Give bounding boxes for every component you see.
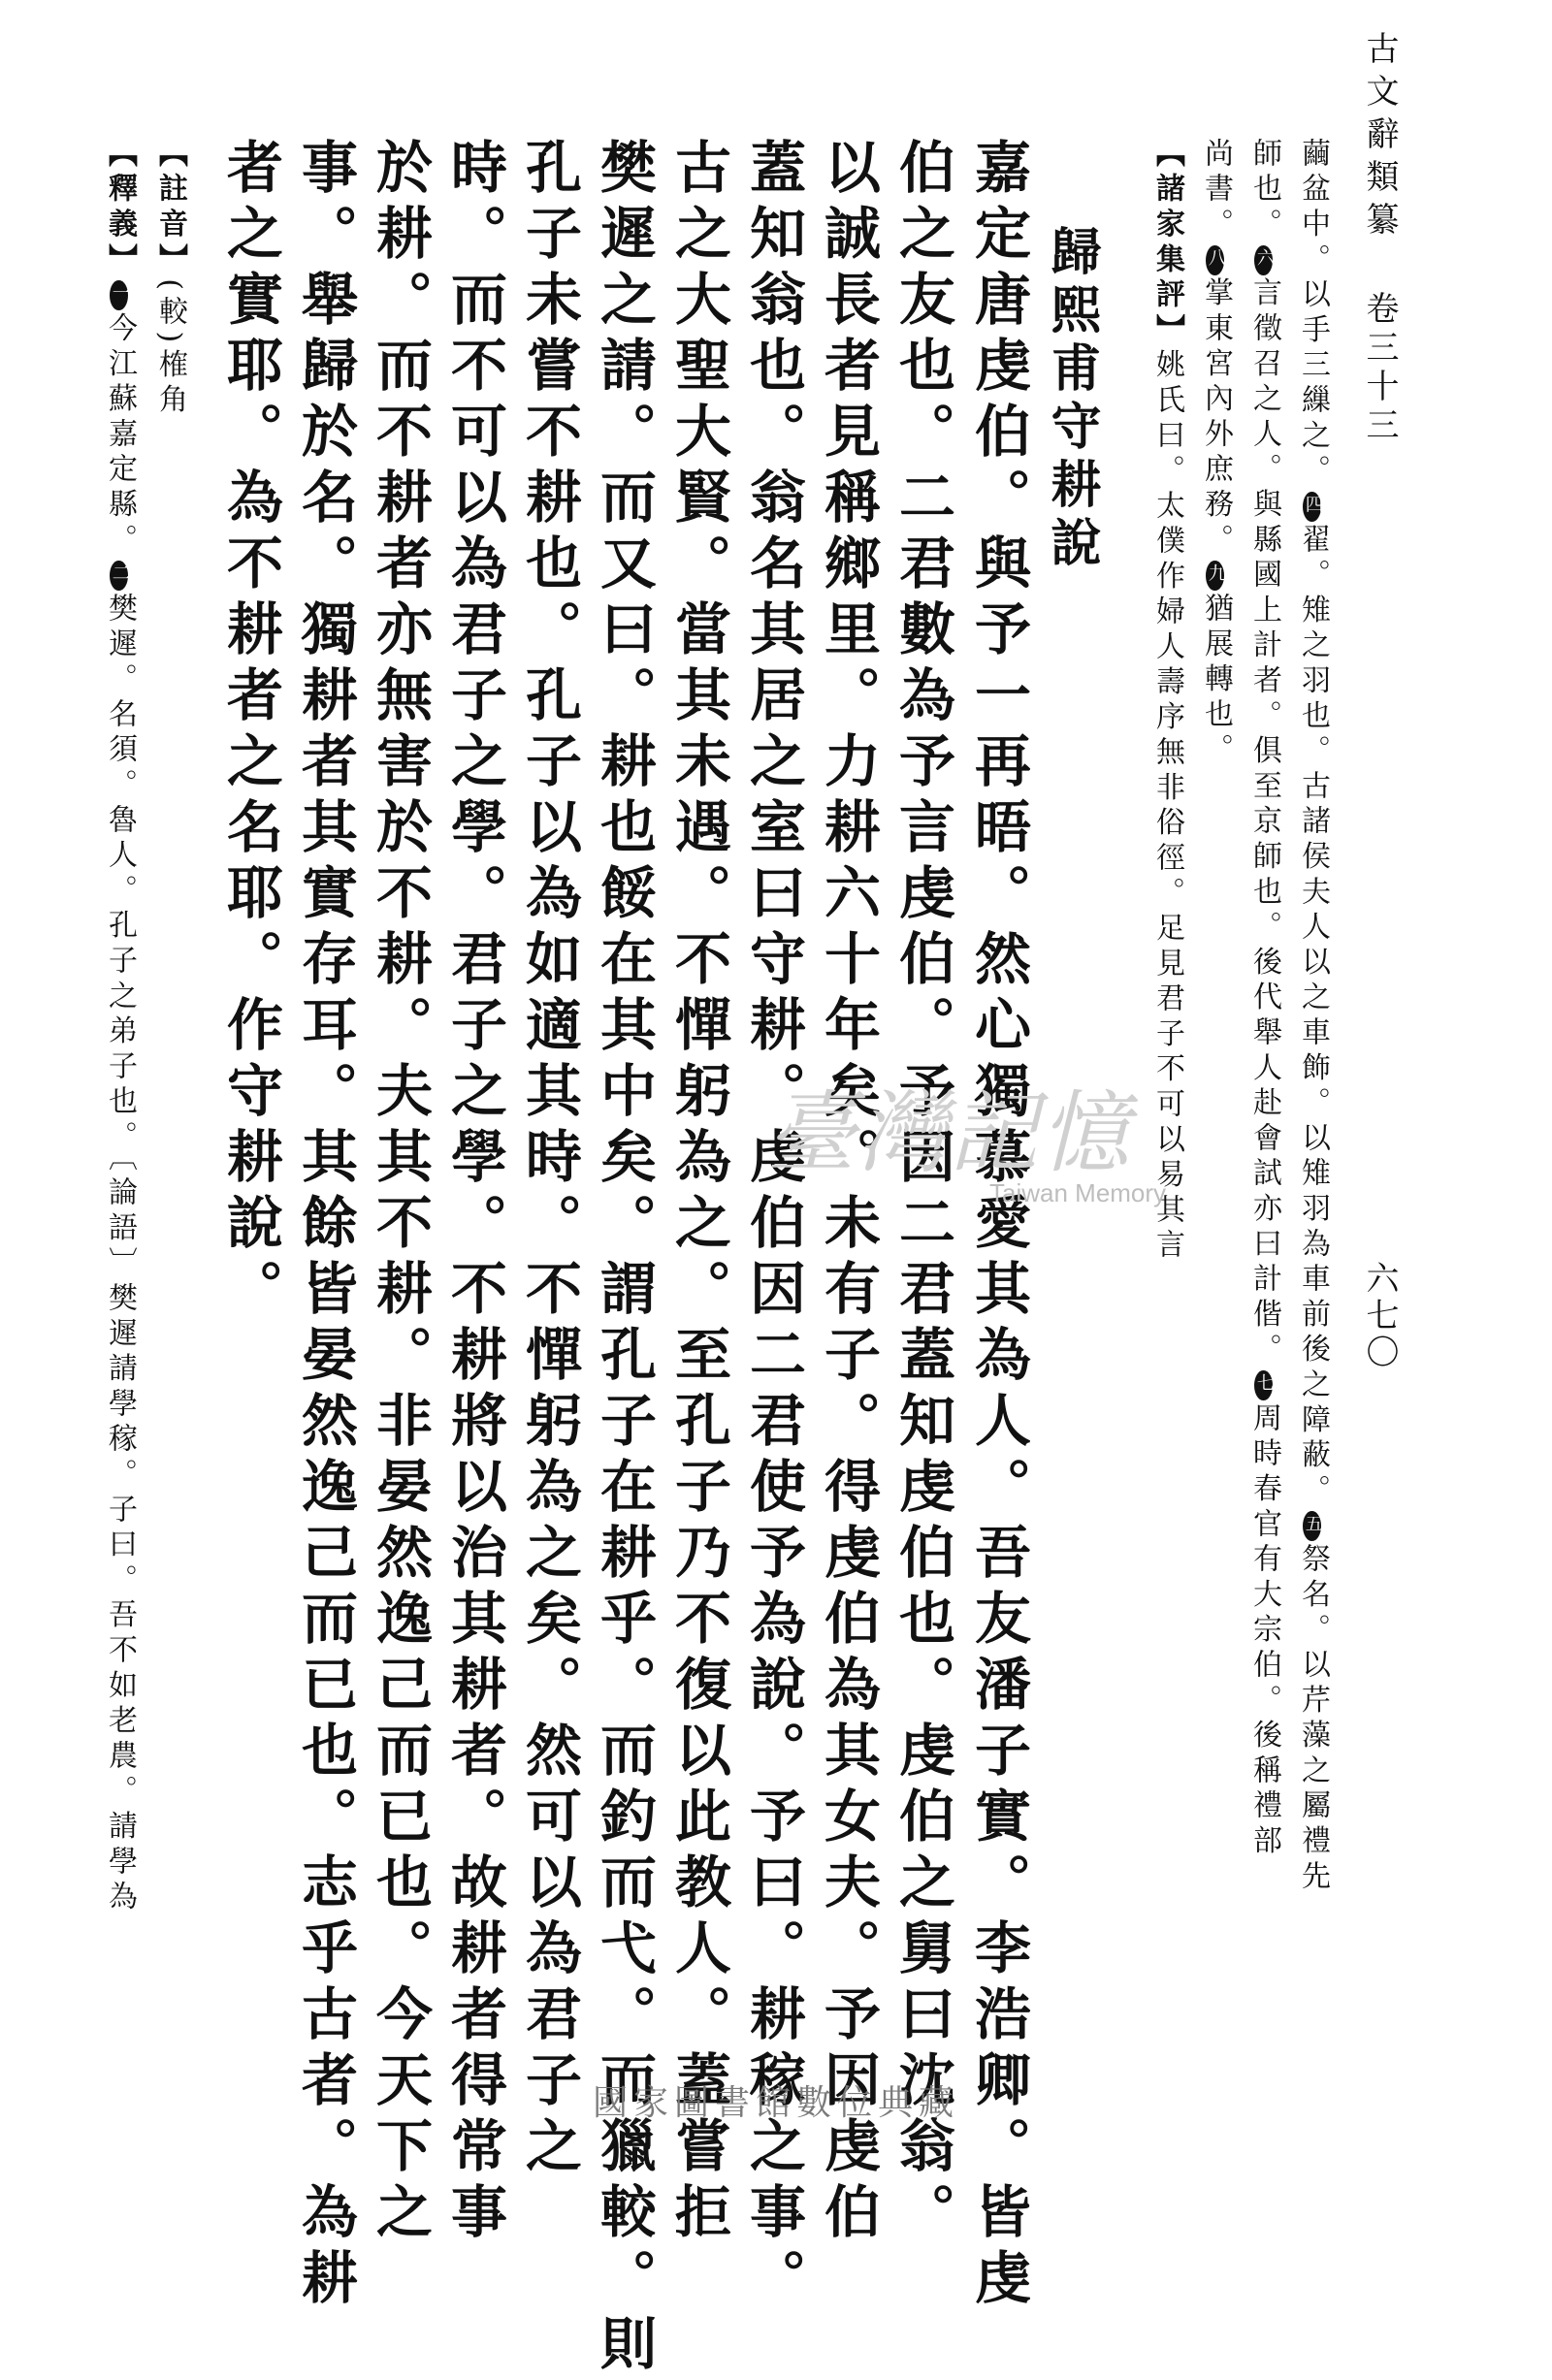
- note-text: 尚書。: [1199, 138, 1233, 243]
- zhuyin-label: 【註音】: [153, 138, 187, 279]
- book-title: 古文辭類纂: [1360, 31, 1399, 244]
- essay-column: 者之實耶。為不耕者之名耶。作守耕說。: [217, 138, 283, 1325]
- watermark-english: Taiwan Memory: [989, 1178, 1167, 1207]
- note-text: 周時春官有大宗伯。後稱禮部: [1247, 1402, 1281, 1860]
- note-column: [1296, 138, 1330, 1896]
- essay-column: 於耕。而不耕者亦無害於不耕。夫其不耕。非晏然逸己而已也。今天下之: [367, 138, 433, 2248]
- essay-column: 蓋知翁也。翁名其居之室曰守耕。虔伯因二君使予為說。予曰。耕稼之事。: [740, 138, 806, 2314]
- essay-column: 樊遲之請。而又曰。耕也餒在其中矣。謂孔子在耕乎。而釣而弋。而獵較。則: [591, 138, 657, 2380]
- note-text: 言徵召之人。與縣國上計者。俱至京師也。後代舉人赴會試亦曰計偕。: [1247, 276, 1281, 1369]
- note-marker: 九: [1206, 561, 1224, 591]
- note-marker: 七: [1254, 1370, 1273, 1400]
- note-column: [1247, 138, 1281, 1860]
- essay-column: 孔子未嘗不耕也。孔子以為如適其時。不憚躬為之矣。然可以為君子之: [516, 138, 582, 2182]
- shiyi-text: 樊遲。名須。魯人。孔子之弟子也。〔論語〕樊遲請學稼。子曰。吾不如老農。請學為: [103, 593, 137, 1916]
- footer-credit: 國家圖書館數位典藏: [592, 2083, 959, 2123]
- note-marker: 五: [1303, 1511, 1321, 1541]
- note-column: [1150, 138, 1184, 1265]
- note-marker: 六: [1254, 245, 1273, 275]
- note-text: 姚氏曰。太僕作婦人壽序無非俗徑。足見君子不可以易其言: [1150, 348, 1184, 1265]
- note-text: 師也。: [1247, 138, 1281, 243]
- zhuyin-column: [153, 138, 187, 420]
- shiyi-label: 【釋義】: [103, 138, 137, 279]
- essay-column: 以誠長者見稱鄉里。力耕六十年矣。未有子。得虔伯為其女夫。予因虔伯: [815, 138, 881, 2248]
- note-text: 祭名。以芹藻之屬禮先: [1296, 1543, 1330, 1896]
- note-text: 猶展轉也。: [1199, 593, 1233, 769]
- essay-title: 歸熙甫守耕說: [1042, 225, 1101, 574]
- zhuyin-text: (較)榷角: [153, 278, 187, 420]
- note-marker: 八: [1206, 245, 1224, 275]
- essay-column: 嘉定唐虔伯。與予一再晤。然心獨慕愛其為人。吾友潘子實。李浩卿。皆虔: [965, 138, 1031, 2314]
- note-text: 掌東宮內外庶務。: [1199, 276, 1233, 560]
- note-text: 翟。雉之羽也。古諸侯夫人以之車飾。以雉羽為車前後之障蔽。: [1296, 523, 1330, 1510]
- essay-column: 時。而不可以為君子之學。君子之學。不耕將以治其耕者。故耕者得常事: [441, 138, 507, 2248]
- note-marker: 二: [110, 561, 128, 591]
- page-number: 六七〇: [1360, 1261, 1399, 1371]
- essay-column: 事。舉歸於名。獨耕者其實存耳。其餘皆晏然逸己而已也。志乎古者。為耕: [292, 138, 358, 2314]
- essay-column: 伯之友也。二君數為予言虔伯。予因二君蓋知虔伯也。虔伯之舅曰沈翁。: [889, 138, 955, 2248]
- watermark-chinese: 臺灣記憶: [766, 1081, 1132, 1185]
- essay-column: 古之大聖大賢。當其未遇。不憚躬為之。至孔子乃不復以此教人。蓋嘗拒: [665, 138, 731, 2248]
- volume-label: 卷三十三: [1360, 291, 1399, 446]
- note-text: 繭盆中。以手三繅之。: [1296, 138, 1330, 490]
- note-marker: 四: [1303, 492, 1321, 522]
- note-marker: 一: [110, 280, 128, 310]
- note-column: [1199, 138, 1233, 769]
- shiyi-column: [103, 138, 137, 1916]
- shiyi-text: 今江蘇嘉定縣。: [103, 312, 137, 560]
- note-label: 【諸家集評】: [1150, 138, 1184, 349]
